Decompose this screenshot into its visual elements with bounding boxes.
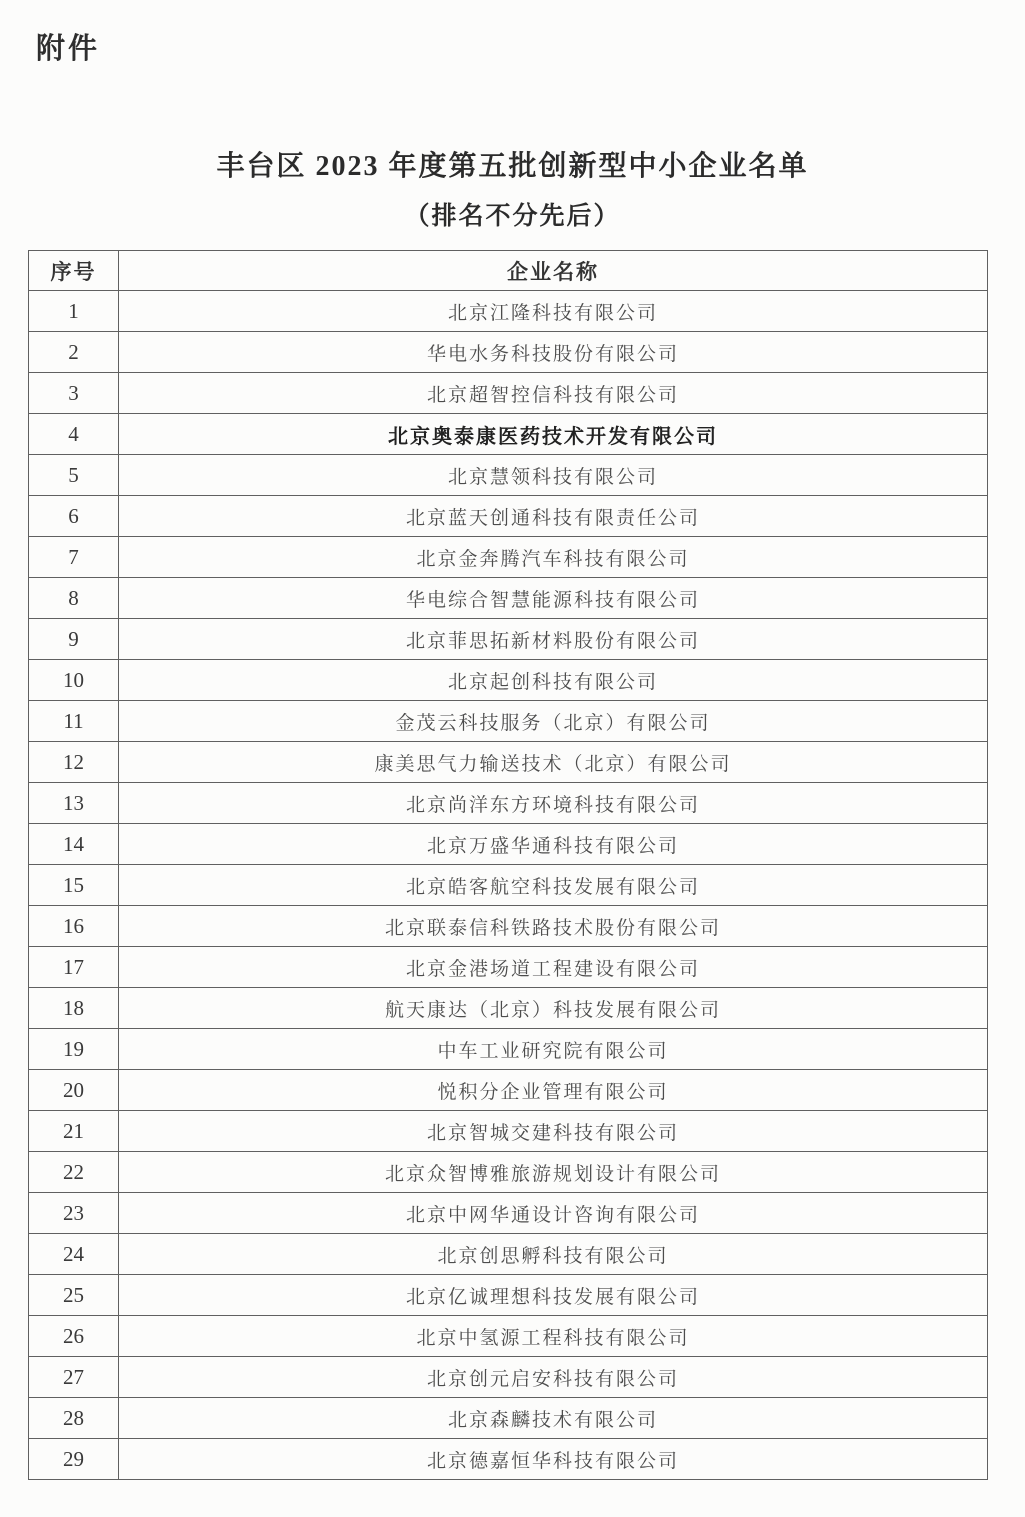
table-row — [29, 332, 988, 373]
row-company-name: 北京万盛华通科技有限公司 — [119, 824, 988, 865]
row-serial-number: 12 — [29, 742, 119, 783]
row-company-name: 北京创思孵科技有限公司 — [119, 1234, 988, 1275]
table-row — [29, 988, 988, 1029]
table-row — [29, 373, 988, 414]
row-company-name: 北京中网华通设计咨询有限公司 — [119, 1193, 988, 1234]
row-serial-number: 25 — [29, 1275, 119, 1316]
row-company-name: 悦积分企业管理有限公司 — [119, 1070, 988, 1111]
row-company-name: 北京森麟技术有限公司 — [119, 1398, 988, 1439]
row-company-name: 北京联泰信科铁路技术股份有限公司 — [119, 906, 988, 947]
table-row — [29, 414, 988, 455]
row-company-name: 北京金奔腾汽车科技有限公司 — [119, 537, 988, 578]
table-row — [29, 824, 988, 865]
table-body — [29, 291, 988, 1480]
row-serial-number: 1 — [29, 291, 119, 332]
table-row — [29, 1275, 988, 1316]
table-row — [29, 906, 988, 947]
attachment-label: 附件 — [36, 33, 101, 65]
page-subtitle: （排名不分先后） — [404, 203, 621, 230]
row-serial-number: 28 — [29, 1398, 119, 1439]
table-row — [29, 742, 988, 783]
company-table — [28, 250, 988, 1480]
row-serial-number: 26 — [29, 1316, 119, 1357]
table-row — [29, 1111, 988, 1152]
row-serial-number: 8 — [29, 578, 119, 619]
table-row — [29, 783, 988, 824]
table-row — [29, 1193, 988, 1234]
row-serial-number: 2 — [29, 332, 119, 373]
row-serial-number: 27 — [29, 1357, 119, 1398]
row-company-name: 北京亿诚理想科技发展有限公司 — [119, 1275, 988, 1316]
row-company-name: 中车工业研究院有限公司 — [119, 1029, 988, 1070]
row-company-name: 华电水务科技股份有限公司 — [119, 332, 988, 373]
row-serial-number: 6 — [29, 496, 119, 537]
table-row — [29, 1357, 988, 1398]
row-company-name: 北京起创科技有限公司 — [119, 660, 988, 701]
row-company-name: 北京奥泰康医药技术开发有限公司 — [119, 414, 988, 455]
table-row — [29, 947, 988, 988]
row-company-name: 华电综合智慧能源科技有限公司 — [119, 578, 988, 619]
table-row — [29, 1439, 988, 1480]
table-row — [29, 1029, 988, 1070]
row-serial-number: 10 — [29, 660, 119, 701]
row-company-name: 航天康达（北京）科技发展有限公司 — [119, 988, 988, 1029]
row-company-name: 北京慧领科技有限公司 — [119, 455, 988, 496]
row-company-name: 北京尚洋东方环境科技有限公司 — [119, 783, 988, 824]
row-serial-number: 18 — [29, 988, 119, 1029]
row-serial-number: 22 — [29, 1152, 119, 1193]
row-serial-number: 20 — [29, 1070, 119, 1111]
table-row — [29, 1070, 988, 1111]
row-serial-number: 4 — [29, 414, 119, 455]
table-row — [29, 1398, 988, 1439]
row-company-name: 北京超智控信科技有限公司 — [119, 373, 988, 414]
row-serial-number: 19 — [29, 1029, 119, 1070]
row-company-name: 北京皓客航空科技发展有限公司 — [119, 865, 988, 906]
row-serial-number: 15 — [29, 865, 119, 906]
table-row — [29, 1234, 988, 1275]
row-company-name: 康美思气力输送技术（北京）有限公司 — [119, 742, 988, 783]
row-company-name: 北京蓝天创通科技有限责任公司 — [119, 496, 988, 537]
table-row — [29, 1152, 988, 1193]
table-row — [29, 496, 988, 537]
table-row — [29, 1316, 988, 1357]
row-serial-number: 11 — [29, 701, 119, 742]
row-serial-number: 7 — [29, 537, 119, 578]
row-company-name: 北京金港场道工程建设有限公司 — [119, 947, 988, 988]
row-serial-number: 5 — [29, 455, 119, 496]
row-serial-number: 16 — [29, 906, 119, 947]
column-header-name: 企业名称 — [119, 251, 988, 291]
table-row — [29, 537, 988, 578]
row-serial-number: 23 — [29, 1193, 119, 1234]
row-company-name: 北京智城交建科技有限公司 — [119, 1111, 988, 1152]
row-company-name: 北京中氢源工程科技有限公司 — [119, 1316, 988, 1357]
page-title: 丰台区 2023 年度第五批创新型中小企业名单 — [216, 151, 809, 182]
row-serial-number: 21 — [29, 1111, 119, 1152]
row-company-name: 北京江隆科技有限公司 — [119, 291, 988, 332]
row-company-name: 金茂云科技服务（北京）有限公司 — [119, 701, 988, 742]
row-serial-number: 14 — [29, 824, 119, 865]
row-company-name: 北京众智博雅旅游规划设计有限公司 — [119, 1152, 988, 1193]
row-serial-number: 17 — [29, 947, 119, 988]
row-company-name: 北京创元启安科技有限公司 — [119, 1357, 988, 1398]
row-company-name: 北京德嘉恒华科技有限公司 — [119, 1439, 988, 1480]
row-company-name: 北京菲思拓新材料股份有限公司 — [119, 619, 988, 660]
table-row — [29, 865, 988, 906]
row-serial-number: 13 — [29, 783, 119, 824]
table-row — [29, 619, 988, 660]
column-header-no: 序号 — [29, 251, 119, 291]
row-serial-number: 29 — [29, 1439, 119, 1480]
row-serial-number: 3 — [29, 373, 119, 414]
table-row — [29, 701, 988, 742]
table-row — [29, 660, 988, 701]
table-header-row — [29, 251, 988, 291]
table-row — [29, 455, 988, 496]
table-row — [29, 291, 988, 332]
row-serial-number: 9 — [29, 619, 119, 660]
table-row — [29, 578, 988, 619]
row-serial-number: 24 — [29, 1234, 119, 1275]
